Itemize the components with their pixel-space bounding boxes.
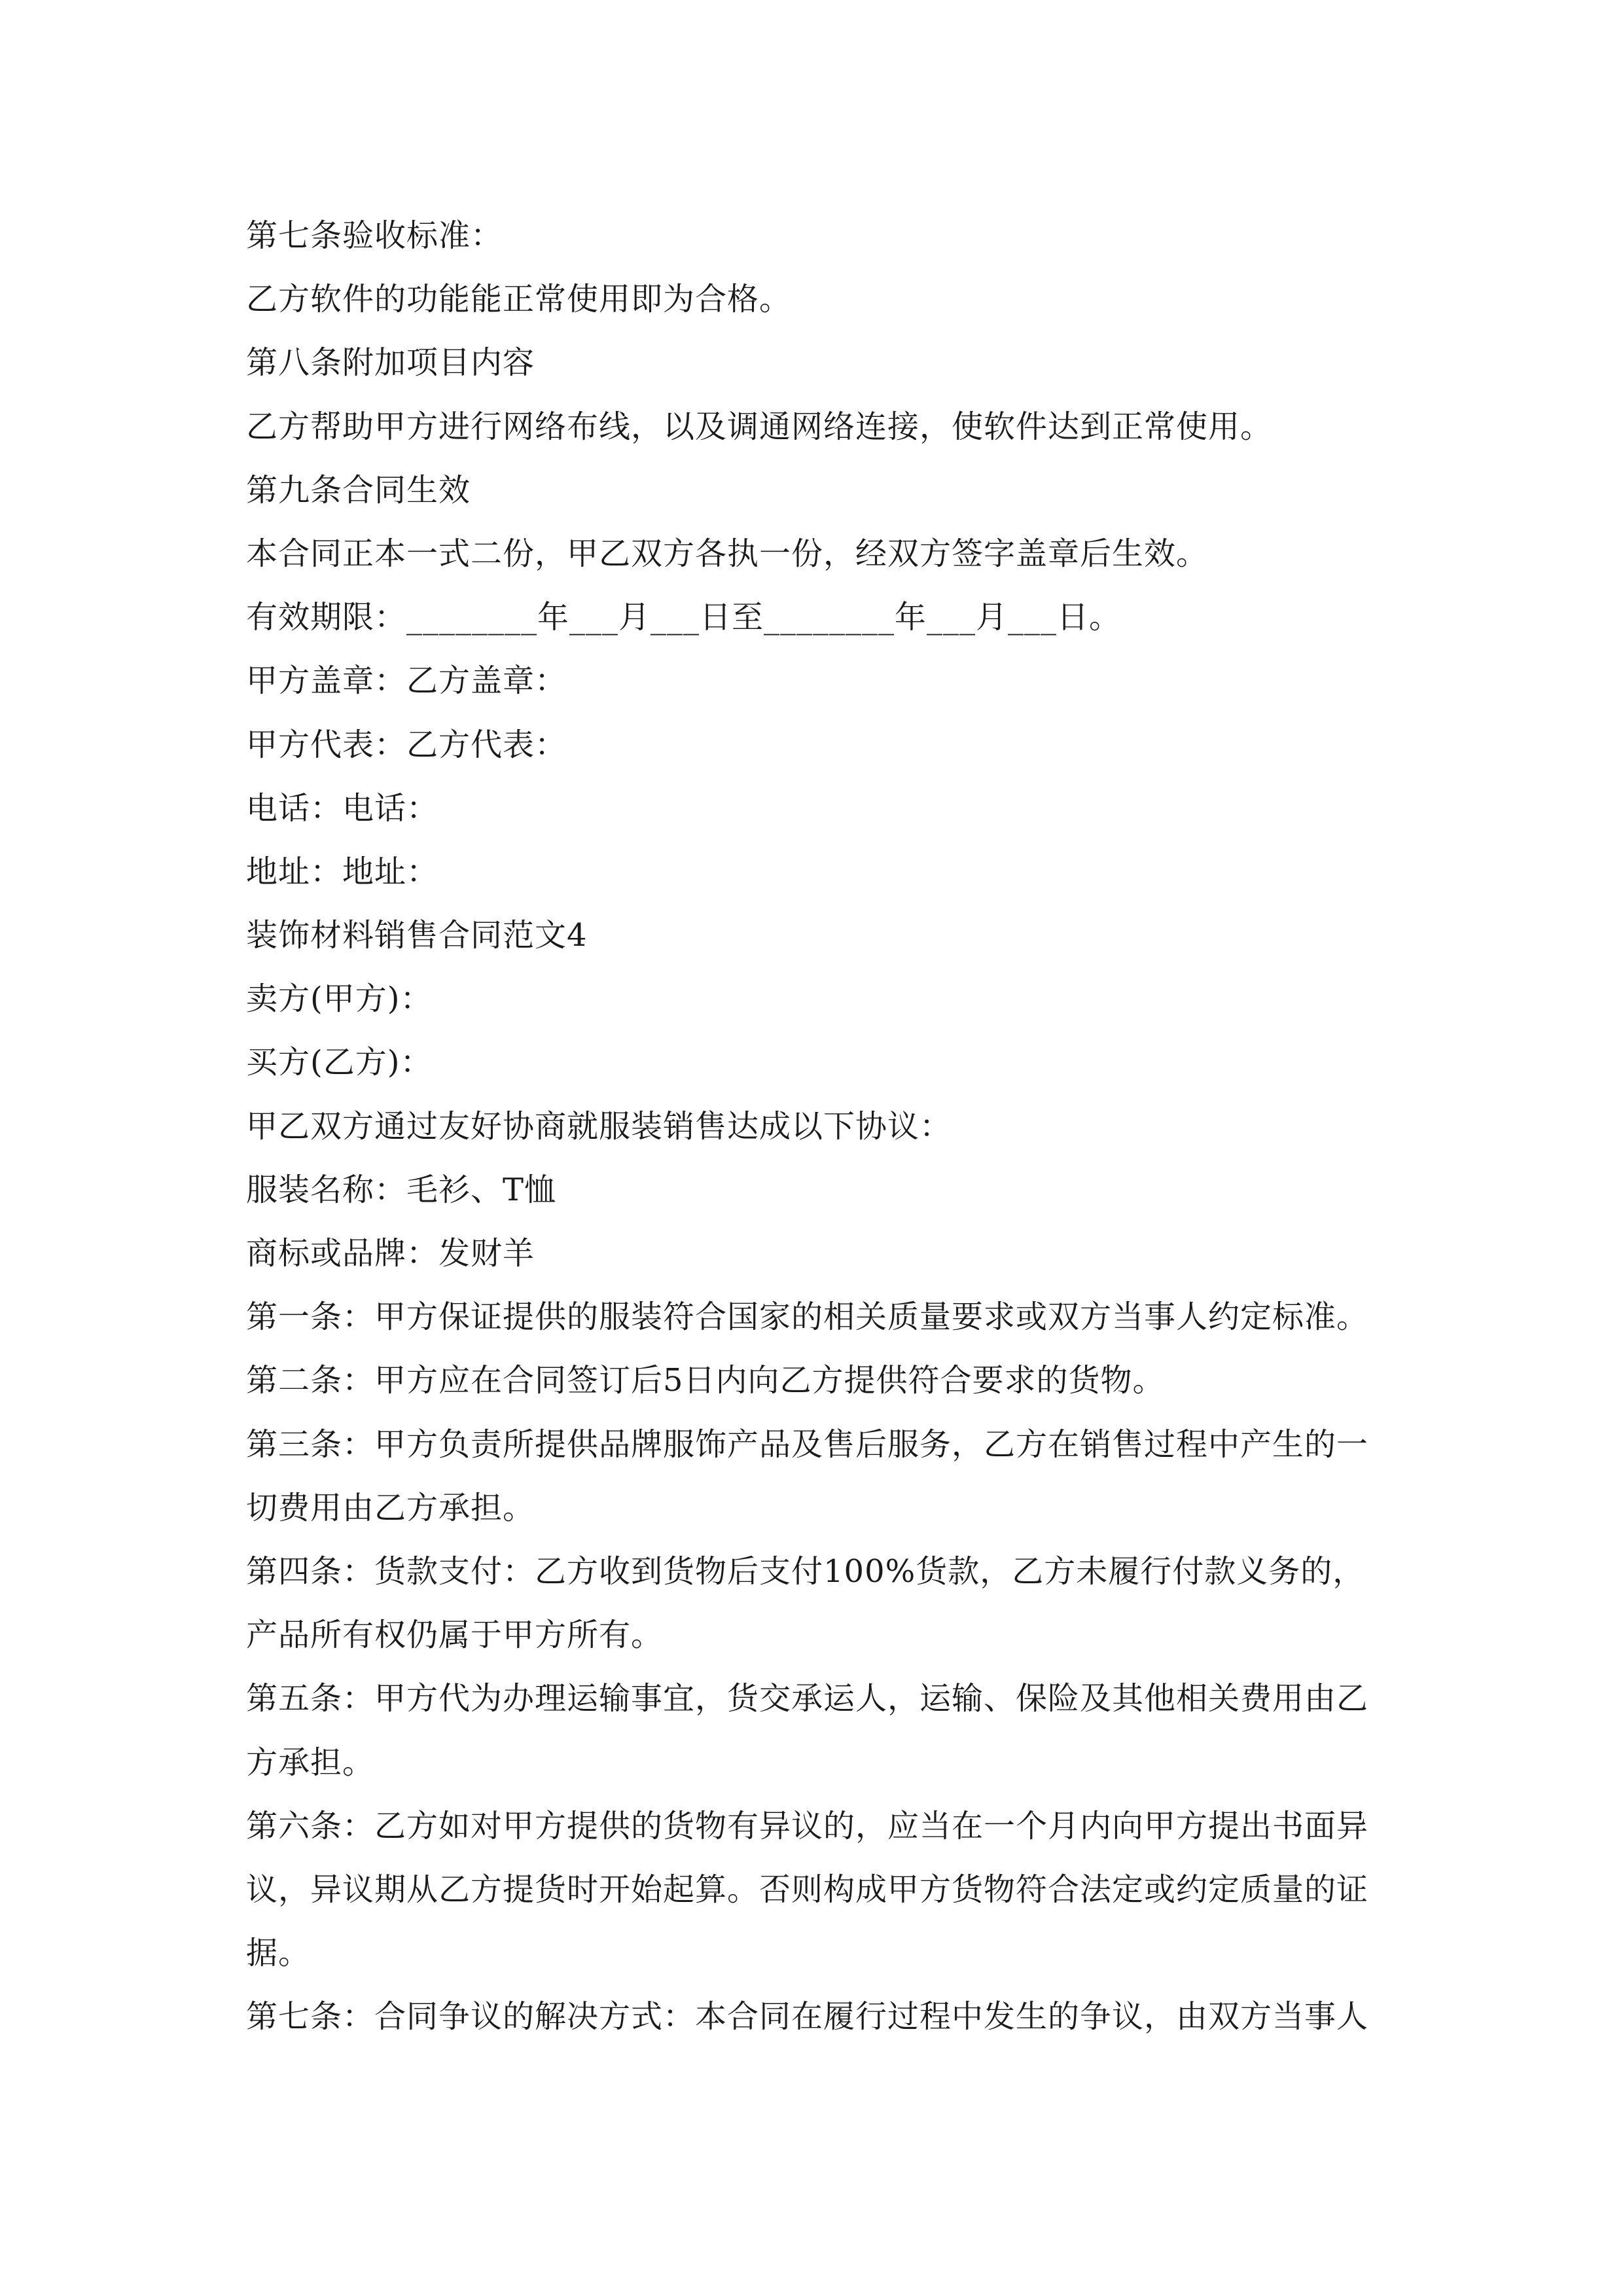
phone-line: 电话：电话： [246, 789, 439, 827]
seal-line: 甲方盖章：乙方盖章： [246, 662, 567, 700]
buyer-line: 买方(乙方)： [246, 1044, 433, 1081]
article-5: 第五条：甲方代为办理运输事宜，货交承运人，运输、保险及其他相关费用由乙 [246, 1680, 1369, 1717]
section-heading-acceptance: 第七条验收标准： [246, 217, 503, 254]
brand-line: 商标或品牌：发财羊 [246, 1235, 535, 1272]
article-6-end: 据。 [246, 1935, 311, 1972]
document-title: 装饰材料销售合同范文4 [246, 917, 588, 954]
paragraph-line: 乙方帮助甲方进行网络布线，以及调通网络连接，使软件达到正常使用。 [246, 408, 1273, 445]
article-4-continued: 产品所有权仍属于甲方所有。 [246, 1617, 664, 1654]
validity-period-line: 有效期限：________年___月___日至________年___月___日。 [246, 599, 1122, 636]
article-4: 第四条：货款支付：乙方收到货物后支付100%货款，乙方未履行付款义务的， [246, 1552, 1365, 1590]
article-1: 第一条：甲方保证提供的服装符合国家的相关质量要求或双方当事人约定标准。 [246, 1299, 1369, 1336]
seller-line: 卖方(甲方)： [246, 980, 433, 1018]
representative-line: 甲方代表：乙方代表： [246, 726, 567, 763]
article-6-continued: 议，异议期从乙方提货时开始起算。否则构成甲方货物符合法定或约定质量的证 [246, 1871, 1369, 1908]
article-2: 第二条：甲方应在合同签订后5日内向乙方提供符合要求的货物。 [246, 1362, 1165, 1399]
section-heading-effectiveness: 第九条合同生效 [246, 471, 471, 509]
paragraph-line: 本合同正本一式二份，甲乙双方各执一份，经双方签字盖章后生效。 [246, 535, 1209, 572]
article-3: 第三条：甲方负责所提供品牌服饰产品及售后服务，乙方在销售过程中产生的一 [246, 1426, 1369, 1463]
article-6: 第六条：乙方如对甲方提供的货物有异议的，应当在一个月内向甲方提出书面异 [246, 1807, 1369, 1844]
address-line: 地址：地址： [246, 853, 439, 890]
document-body [246, 204, 1398, 2049]
product-name-line: 服装名称：毛衫、T恤 [246, 1171, 557, 1208]
article-7: 第七条：合同争议的解决方式：本合同在履行过程中发生的争议，由双方当事人 [246, 1998, 1369, 2036]
article-5-continued: 方承担。 [246, 1744, 375, 1781]
agreement-intro: 甲乙双方通过友好协商就服装销售达成以下协议： [246, 1107, 952, 1145]
paragraph-line: 乙方软件的功能能正常使用即为合格。 [246, 281, 792, 318]
section-heading-additional-items: 第八条附加项目内容 [246, 344, 535, 382]
article-3-continued: 切费用由乙方承担。 [246, 1489, 535, 1526]
